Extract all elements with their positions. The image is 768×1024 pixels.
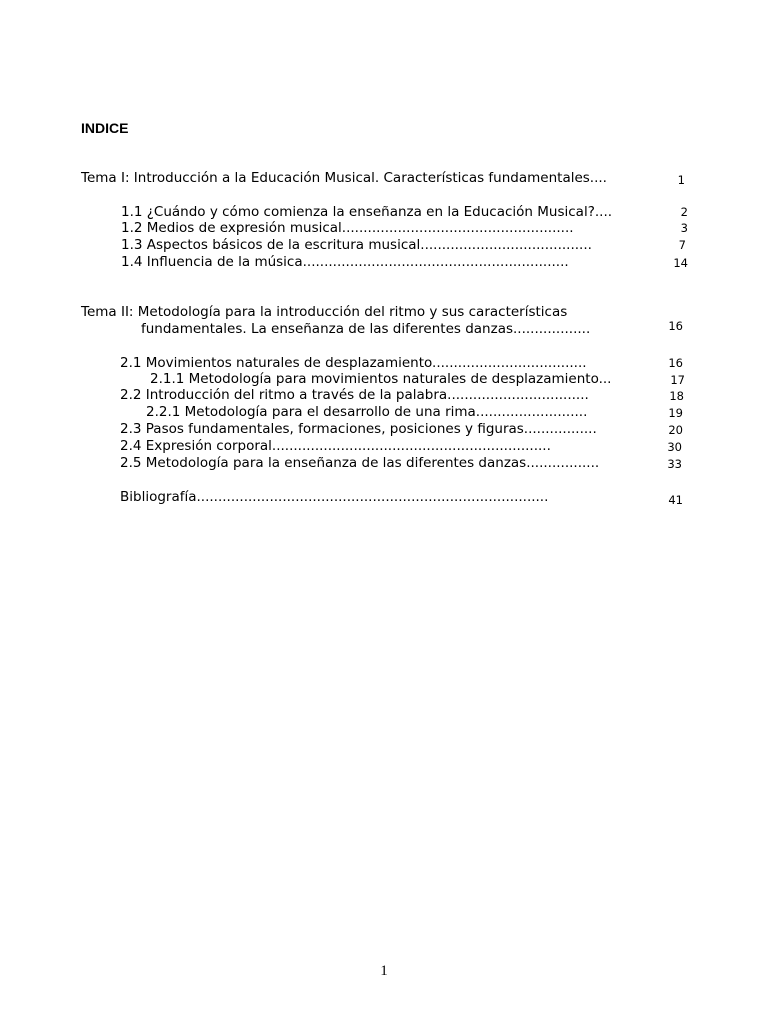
toc-page-number: 2: [680, 205, 688, 219]
toc-page-number: 30: [667, 440, 682, 454]
toc-page-number: 33: [667, 457, 682, 471]
toc-page-number: 16: [668, 319, 683, 333]
toc-page-number: 1: [677, 173, 685, 187]
toc-page-number: 7: [678, 238, 686, 252]
toc-page-number: 19: [668, 406, 683, 420]
toc-entry-tema-2: Tema II: Metodología para la introducción del ritmo y sus características: [81, 304, 568, 320]
toc-entry-2-5: 2.5 Metodología para la enseñanza de las diferentes danzas.................: [120, 455, 600, 471]
toc-entry-tema-1: Tema I: Introducción a la Educación Musical. Características fundamentales....: [81, 170, 607, 186]
toc-entry-2-2: 2.2 Introducción del ritmo a través de la palabra.................................: [120, 387, 589, 403]
toc-entry-2-1: 2.1 Movimientos naturales de desplazamiento....................................: [120, 355, 587, 371]
toc-entry-2-3: 2.3 Pasos fundamentales, formaciones, posiciones y figuras.................: [120, 421, 597, 437]
toc-entry-1-2: 1.2 Medios de expresión musical......................................................: [121, 220, 574, 236]
toc-entry-1-4: 1.4 Influencia de la música..............................................................: [121, 254, 569, 270]
toc-page-number: 20: [668, 423, 683, 437]
toc-page-number: 16: [668, 356, 683, 370]
toc-entry-2-4: 2.4 Expresión corporal.................................................................: [120, 438, 551, 454]
toc-page-number: 41: [668, 493, 683, 507]
footer-page-number: 1: [380, 963, 388, 979]
toc-entry-2-1-1: 2.1.1 Metodología para movimientos naturales de desplazamiento...: [150, 371, 612, 387]
toc-entry-bibliografia: Bibliografía..................................................................................: [120, 489, 549, 505]
toc-entry-1-1: 1.1 ¿Cuándo y cómo comienza la enseñanza en la Educación Musical?....: [121, 204, 613, 220]
toc-entry-1-3: 1.3 Aspectos básicos de la escritura musical........................................: [121, 237, 592, 253]
toc-page-number: 14: [673, 256, 688, 270]
toc-entry-2-2-1: 2.2.1 Metodología para el desarrollo de una rima..........................: [146, 404, 588, 420]
toc-page-number: 3: [680, 221, 688, 235]
toc-entry-tema-2-cont: fundamentales. La enseñanza de las diferentes danzas..................: [141, 321, 591, 337]
toc-page-number: 18: [669, 389, 684, 403]
toc-page-number: 17: [670, 373, 685, 387]
index-heading: INDICE: [81, 120, 129, 136]
